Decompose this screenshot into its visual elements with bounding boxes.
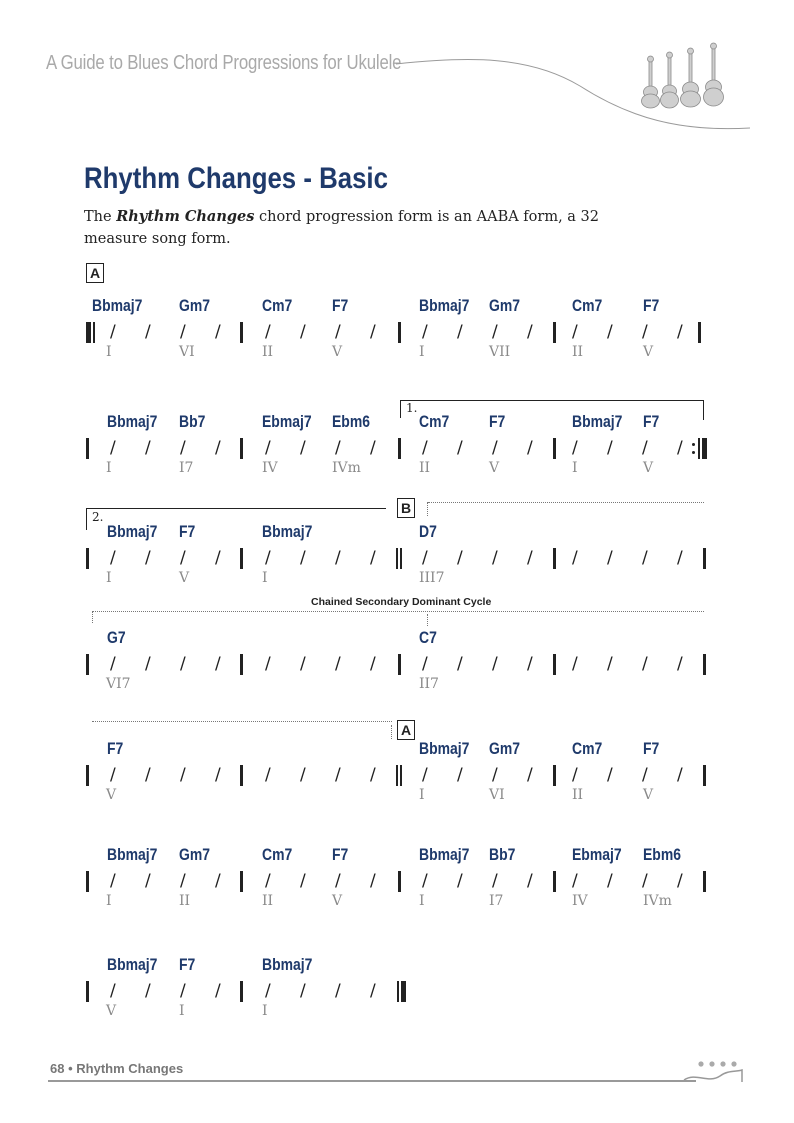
beat-slash: / xyxy=(492,548,498,568)
beat-slash: / xyxy=(492,765,498,785)
barline xyxy=(703,765,706,786)
chord-symbol: Bbmaj7 xyxy=(107,955,158,974)
beat-slash: / xyxy=(300,871,306,891)
beat-slash: / xyxy=(527,438,533,458)
barline xyxy=(86,438,89,459)
cycle-guide-main xyxy=(92,611,704,612)
beat-slash: / xyxy=(335,438,341,458)
roman-numeral: II7 xyxy=(419,676,439,692)
beat-slash: / xyxy=(180,871,186,891)
barline xyxy=(240,981,243,1002)
barline xyxy=(703,871,706,892)
barline xyxy=(398,322,401,343)
roman-numeral: V xyxy=(106,1003,117,1019)
barline-start-repeat xyxy=(86,322,91,343)
beat-slash: / xyxy=(422,322,428,342)
chord-symbol: D7 xyxy=(419,522,437,541)
beat-slash: / xyxy=(370,438,376,458)
barline xyxy=(240,322,243,343)
beat-slash: / xyxy=(607,438,613,458)
beat-slash: / xyxy=(145,981,151,1001)
chord-symbol: Bbmaj7 xyxy=(572,412,623,431)
progression-row xyxy=(0,845,794,915)
beat-slash: / xyxy=(145,322,151,342)
chord-symbol: Bbmaj7 xyxy=(419,845,470,864)
chord-symbol: Cm7 xyxy=(572,296,603,315)
beat-slash: / xyxy=(677,438,683,458)
beat-slash: / xyxy=(457,548,463,568)
barline xyxy=(396,548,398,569)
roman-numeral: I7 xyxy=(489,893,504,909)
barline xyxy=(553,548,556,569)
roman-numeral: II xyxy=(179,893,191,909)
beat-slash: / xyxy=(642,765,648,785)
roman-numeral: I xyxy=(572,460,578,476)
beat-slash: / xyxy=(215,871,221,891)
ukulele-icons xyxy=(642,43,724,108)
roman-numeral: I xyxy=(262,570,268,586)
beat-slash: / xyxy=(492,322,498,342)
beat-slash: / xyxy=(572,765,578,785)
roman-numeral: V xyxy=(106,787,117,803)
chord-symbol: F7 xyxy=(179,955,196,974)
beat-slash: / xyxy=(265,322,271,342)
page-title: Rhythm Changes - Basic xyxy=(84,162,388,195)
ukulele-icon xyxy=(661,52,679,108)
beat-slash: / xyxy=(677,871,683,891)
beat-slash: / xyxy=(180,322,186,342)
barline xyxy=(86,548,89,569)
beat-slash: / xyxy=(145,548,151,568)
footer-section: Rhythm Changes xyxy=(76,1061,184,1076)
roman-numeral: V xyxy=(643,344,654,360)
repeat-dots xyxy=(692,440,695,457)
progression-row xyxy=(0,739,794,809)
beat-slash: / xyxy=(145,654,151,674)
beat-slash: / xyxy=(422,765,428,785)
roman-numeral: II xyxy=(419,460,431,476)
beat-slash: / xyxy=(457,438,463,458)
roman-numeral: IVm xyxy=(332,460,361,476)
second-ending-number: 2. xyxy=(92,510,104,524)
chord-symbol: F7 xyxy=(643,296,660,315)
chord-symbol: Bbmaj7 xyxy=(107,522,158,541)
beat-slash: / xyxy=(215,548,221,568)
barline xyxy=(93,322,95,343)
progression-row xyxy=(0,955,794,1025)
ukulele-icon xyxy=(642,56,660,108)
beat-slash: / xyxy=(265,871,271,891)
beat-slash: / xyxy=(335,981,341,1001)
beat-slash: / xyxy=(642,654,648,674)
intro-paragraph: The Rhythm Changes chord progression form is an AABA form, a 32 measure song form. xyxy=(84,208,600,247)
cycle-guide-b xyxy=(428,502,704,503)
chord-symbol: Bb7 xyxy=(489,845,516,864)
beat-slash: / xyxy=(572,871,578,891)
barline xyxy=(553,322,556,343)
beat-slash: / xyxy=(265,654,271,674)
beat-slash: / xyxy=(370,765,376,785)
section-a2-label: A xyxy=(397,720,415,740)
chord-symbol: Ebm6 xyxy=(332,412,370,431)
beat-slash: / xyxy=(335,654,341,674)
barline xyxy=(397,981,399,1002)
beat-slash: / xyxy=(180,981,186,1001)
beat-slash: / xyxy=(265,981,271,1001)
beat-slash: / xyxy=(110,871,116,891)
chord-symbol: F7 xyxy=(332,296,349,315)
roman-numeral: V xyxy=(332,893,343,909)
beat-slash: / xyxy=(422,654,428,674)
chord-symbol: G7 xyxy=(107,628,126,647)
barline-double xyxy=(400,548,402,569)
beat-slash: / xyxy=(492,654,498,674)
chord-symbol: F7 xyxy=(643,739,660,758)
roman-numeral: VI xyxy=(179,344,195,360)
beat-slash: / xyxy=(265,765,271,785)
beat-slash: / xyxy=(335,871,341,891)
beat-slash: / xyxy=(642,322,648,342)
beat-slash: / xyxy=(572,654,578,674)
beat-slash: / xyxy=(335,322,341,342)
chord-symbol: Cm7 xyxy=(572,739,603,758)
beat-slash: / xyxy=(457,765,463,785)
chord-symbol: Bbmaj7 xyxy=(92,296,143,315)
beat-slash: / xyxy=(180,654,186,674)
header-decoration xyxy=(0,0,794,140)
second-ending-bracket xyxy=(86,508,386,509)
beat-slash: / xyxy=(677,548,683,568)
barline xyxy=(698,438,700,459)
beat-slash: / xyxy=(642,548,648,568)
beat-slash: / xyxy=(370,654,376,674)
chord-symbol: Gm7 xyxy=(179,845,210,864)
first-ending-number: 1. xyxy=(406,401,418,415)
beat-slash: / xyxy=(527,654,533,674)
barline xyxy=(240,765,243,786)
beat-slash: / xyxy=(527,765,533,785)
barline-end-repeat xyxy=(702,438,707,459)
chord-symbol: Bbmaj7 xyxy=(262,522,313,541)
beat-slash: / xyxy=(300,438,306,458)
chord-symbol: Ebmaj7 xyxy=(572,845,622,864)
beat-slash: / xyxy=(215,322,221,342)
progression-row xyxy=(0,628,794,698)
section-a-label: A xyxy=(86,263,104,283)
barline xyxy=(86,654,89,675)
roman-numeral: I7 xyxy=(179,460,194,476)
roman-numeral: II xyxy=(572,344,584,360)
roman-numeral: I xyxy=(106,344,112,360)
beat-slash: / xyxy=(110,981,116,1001)
chord-symbol: Cm7 xyxy=(262,845,293,864)
beat-slash: / xyxy=(607,871,613,891)
roman-numeral: III7 xyxy=(419,570,445,586)
chord-symbol: Bb7 xyxy=(179,412,206,431)
roman-numeral: IV xyxy=(262,460,278,476)
first-ending-bracket xyxy=(400,400,704,401)
barline xyxy=(398,654,401,675)
progression-row xyxy=(0,522,794,592)
barline xyxy=(240,871,243,892)
chord-symbol: F7 xyxy=(332,845,349,864)
chord-symbol: F7 xyxy=(107,739,124,758)
beat-slash: / xyxy=(492,438,498,458)
chord-symbol: Gm7 xyxy=(489,739,520,758)
cycle-guide-b-tick xyxy=(427,502,428,516)
roman-numeral: II xyxy=(262,893,274,909)
barline xyxy=(553,438,556,459)
beat-slash: / xyxy=(642,871,648,891)
barline-double xyxy=(400,765,402,786)
beat-slash: / xyxy=(110,438,116,458)
cycle-guide-end xyxy=(92,721,392,722)
beat-slash: / xyxy=(110,548,116,568)
roman-numeral: I xyxy=(106,460,112,476)
beat-slash: / xyxy=(215,981,221,1001)
barline xyxy=(398,438,401,459)
cycle-guide-mid-tick xyxy=(427,614,428,626)
beat-slash: / xyxy=(180,548,186,568)
beat-slash: / xyxy=(677,322,683,342)
roman-numeral: I xyxy=(106,893,112,909)
beat-slash: / xyxy=(607,654,613,674)
beat-slash: / xyxy=(607,548,613,568)
chord-symbol: F7 xyxy=(179,522,196,541)
chord-symbol: Cm7 xyxy=(419,412,450,431)
ukulele-icon xyxy=(704,43,724,106)
beat-slash: / xyxy=(215,438,221,458)
beat-slash: / xyxy=(300,981,306,1001)
beat-slash: / xyxy=(527,871,533,891)
chord-symbol: Gm7 xyxy=(179,296,210,315)
roman-numeral: VI xyxy=(489,787,505,803)
barline xyxy=(553,654,556,675)
barline xyxy=(86,981,89,1002)
roman-numeral: II xyxy=(572,787,584,803)
footer-ornament xyxy=(680,1056,750,1088)
roman-numeral: V xyxy=(179,570,190,586)
section-b-label: B xyxy=(397,498,415,518)
beat-slash: / xyxy=(370,871,376,891)
roman-numeral: I xyxy=(419,893,425,909)
beat-slash: / xyxy=(572,322,578,342)
barline xyxy=(553,765,556,786)
beat-slash: / xyxy=(527,548,533,568)
chord-symbol: Bbmaj7 xyxy=(419,739,470,758)
chord-symbol: Ebm6 xyxy=(643,845,681,864)
beat-slash: / xyxy=(642,438,648,458)
beat-slash: / xyxy=(110,765,116,785)
beat-slash: / xyxy=(265,548,271,568)
roman-numeral: II xyxy=(262,344,274,360)
chord-symbol: Bbmaj7 xyxy=(262,955,313,974)
beat-slash: / xyxy=(110,322,116,342)
footer-label: 68 • Rhythm Changes xyxy=(50,1061,184,1076)
roman-numeral: I xyxy=(262,1003,268,1019)
roman-numeral: IV xyxy=(572,893,588,909)
chord-symbol: F7 xyxy=(643,412,660,431)
cycle-label: Chained Secondary Dominant Cycle xyxy=(311,596,492,608)
chord-symbol: Cm7 xyxy=(262,296,293,315)
barline xyxy=(703,654,706,675)
beat-slash: / xyxy=(370,981,376,1001)
barline xyxy=(553,871,556,892)
barline xyxy=(398,871,401,892)
chord-symbol: Bbmaj7 xyxy=(419,296,470,315)
beat-slash: / xyxy=(572,438,578,458)
roman-numeral: VII xyxy=(489,344,511,360)
beat-slash: / xyxy=(335,548,341,568)
beat-slash: / xyxy=(572,548,578,568)
beat-slash: / xyxy=(457,654,463,674)
beat-slash: / xyxy=(180,765,186,785)
progression-row xyxy=(0,296,794,366)
beat-slash: / xyxy=(335,765,341,785)
beat-slash: / xyxy=(300,548,306,568)
beat-slash: / xyxy=(300,765,306,785)
beat-slash: / xyxy=(370,548,376,568)
roman-numeral: IVm xyxy=(643,893,672,909)
barline xyxy=(703,548,706,569)
beat-slash: / xyxy=(215,654,221,674)
barline xyxy=(240,438,243,459)
beat-slash: / xyxy=(422,438,428,458)
barline xyxy=(396,765,398,786)
cycle-guide-end-tick xyxy=(391,725,392,739)
progression-row xyxy=(0,412,794,482)
book-title: A Guide to Blues Chord Progressions for Ukulele xyxy=(46,52,402,74)
ukulele-icon xyxy=(681,48,701,107)
barline xyxy=(86,871,89,892)
beat-slash: / xyxy=(300,654,306,674)
beat-slash: / xyxy=(215,765,221,785)
page-number: 68 xyxy=(50,1061,65,1076)
roman-numeral: I xyxy=(419,787,425,803)
roman-numeral: V xyxy=(332,344,343,360)
beat-slash: / xyxy=(370,322,376,342)
cycle-guide-start-tick xyxy=(92,611,93,623)
barline xyxy=(240,654,243,675)
roman-numeral: I xyxy=(106,570,112,586)
beat-slash: / xyxy=(492,871,498,891)
roman-numeral: V xyxy=(643,787,654,803)
barline-final xyxy=(401,981,406,1002)
chord-symbol: Ebmaj7 xyxy=(262,412,312,431)
beat-slash: / xyxy=(300,322,306,342)
barline xyxy=(240,548,243,569)
footer-rule xyxy=(48,1080,696,1082)
beat-slash: / xyxy=(607,322,613,342)
beat-slash: / xyxy=(422,871,428,891)
roman-numeral: V xyxy=(489,460,500,476)
beat-slash: / xyxy=(677,765,683,785)
chord-symbol: Bbmaj7 xyxy=(107,412,158,431)
beat-slash: / xyxy=(457,322,463,342)
beat-slash: / xyxy=(422,548,428,568)
barline xyxy=(698,322,701,343)
chord-symbol: F7 xyxy=(489,412,506,431)
beat-slash: / xyxy=(145,438,151,458)
roman-numeral: VI7 xyxy=(106,676,131,692)
chord-symbol: C7 xyxy=(419,628,437,647)
chord-symbol: Bbmaj7 xyxy=(107,845,158,864)
roman-numeral: I xyxy=(419,344,425,360)
chord-symbol: Gm7 xyxy=(489,296,520,315)
beat-slash: / xyxy=(180,438,186,458)
roman-numeral: V xyxy=(643,460,654,476)
beat-slash: / xyxy=(145,871,151,891)
beat-slash: / xyxy=(607,765,613,785)
beat-slash: / xyxy=(110,654,116,674)
beat-slash: / xyxy=(677,654,683,674)
beat-slash: / xyxy=(145,765,151,785)
barline xyxy=(86,765,89,786)
intro-emphasis: Rhythm Changes xyxy=(116,208,255,225)
beat-slash: / xyxy=(527,322,533,342)
beat-slash: / xyxy=(265,438,271,458)
beat-slash: / xyxy=(457,871,463,891)
roman-numeral: I xyxy=(179,1003,185,1019)
